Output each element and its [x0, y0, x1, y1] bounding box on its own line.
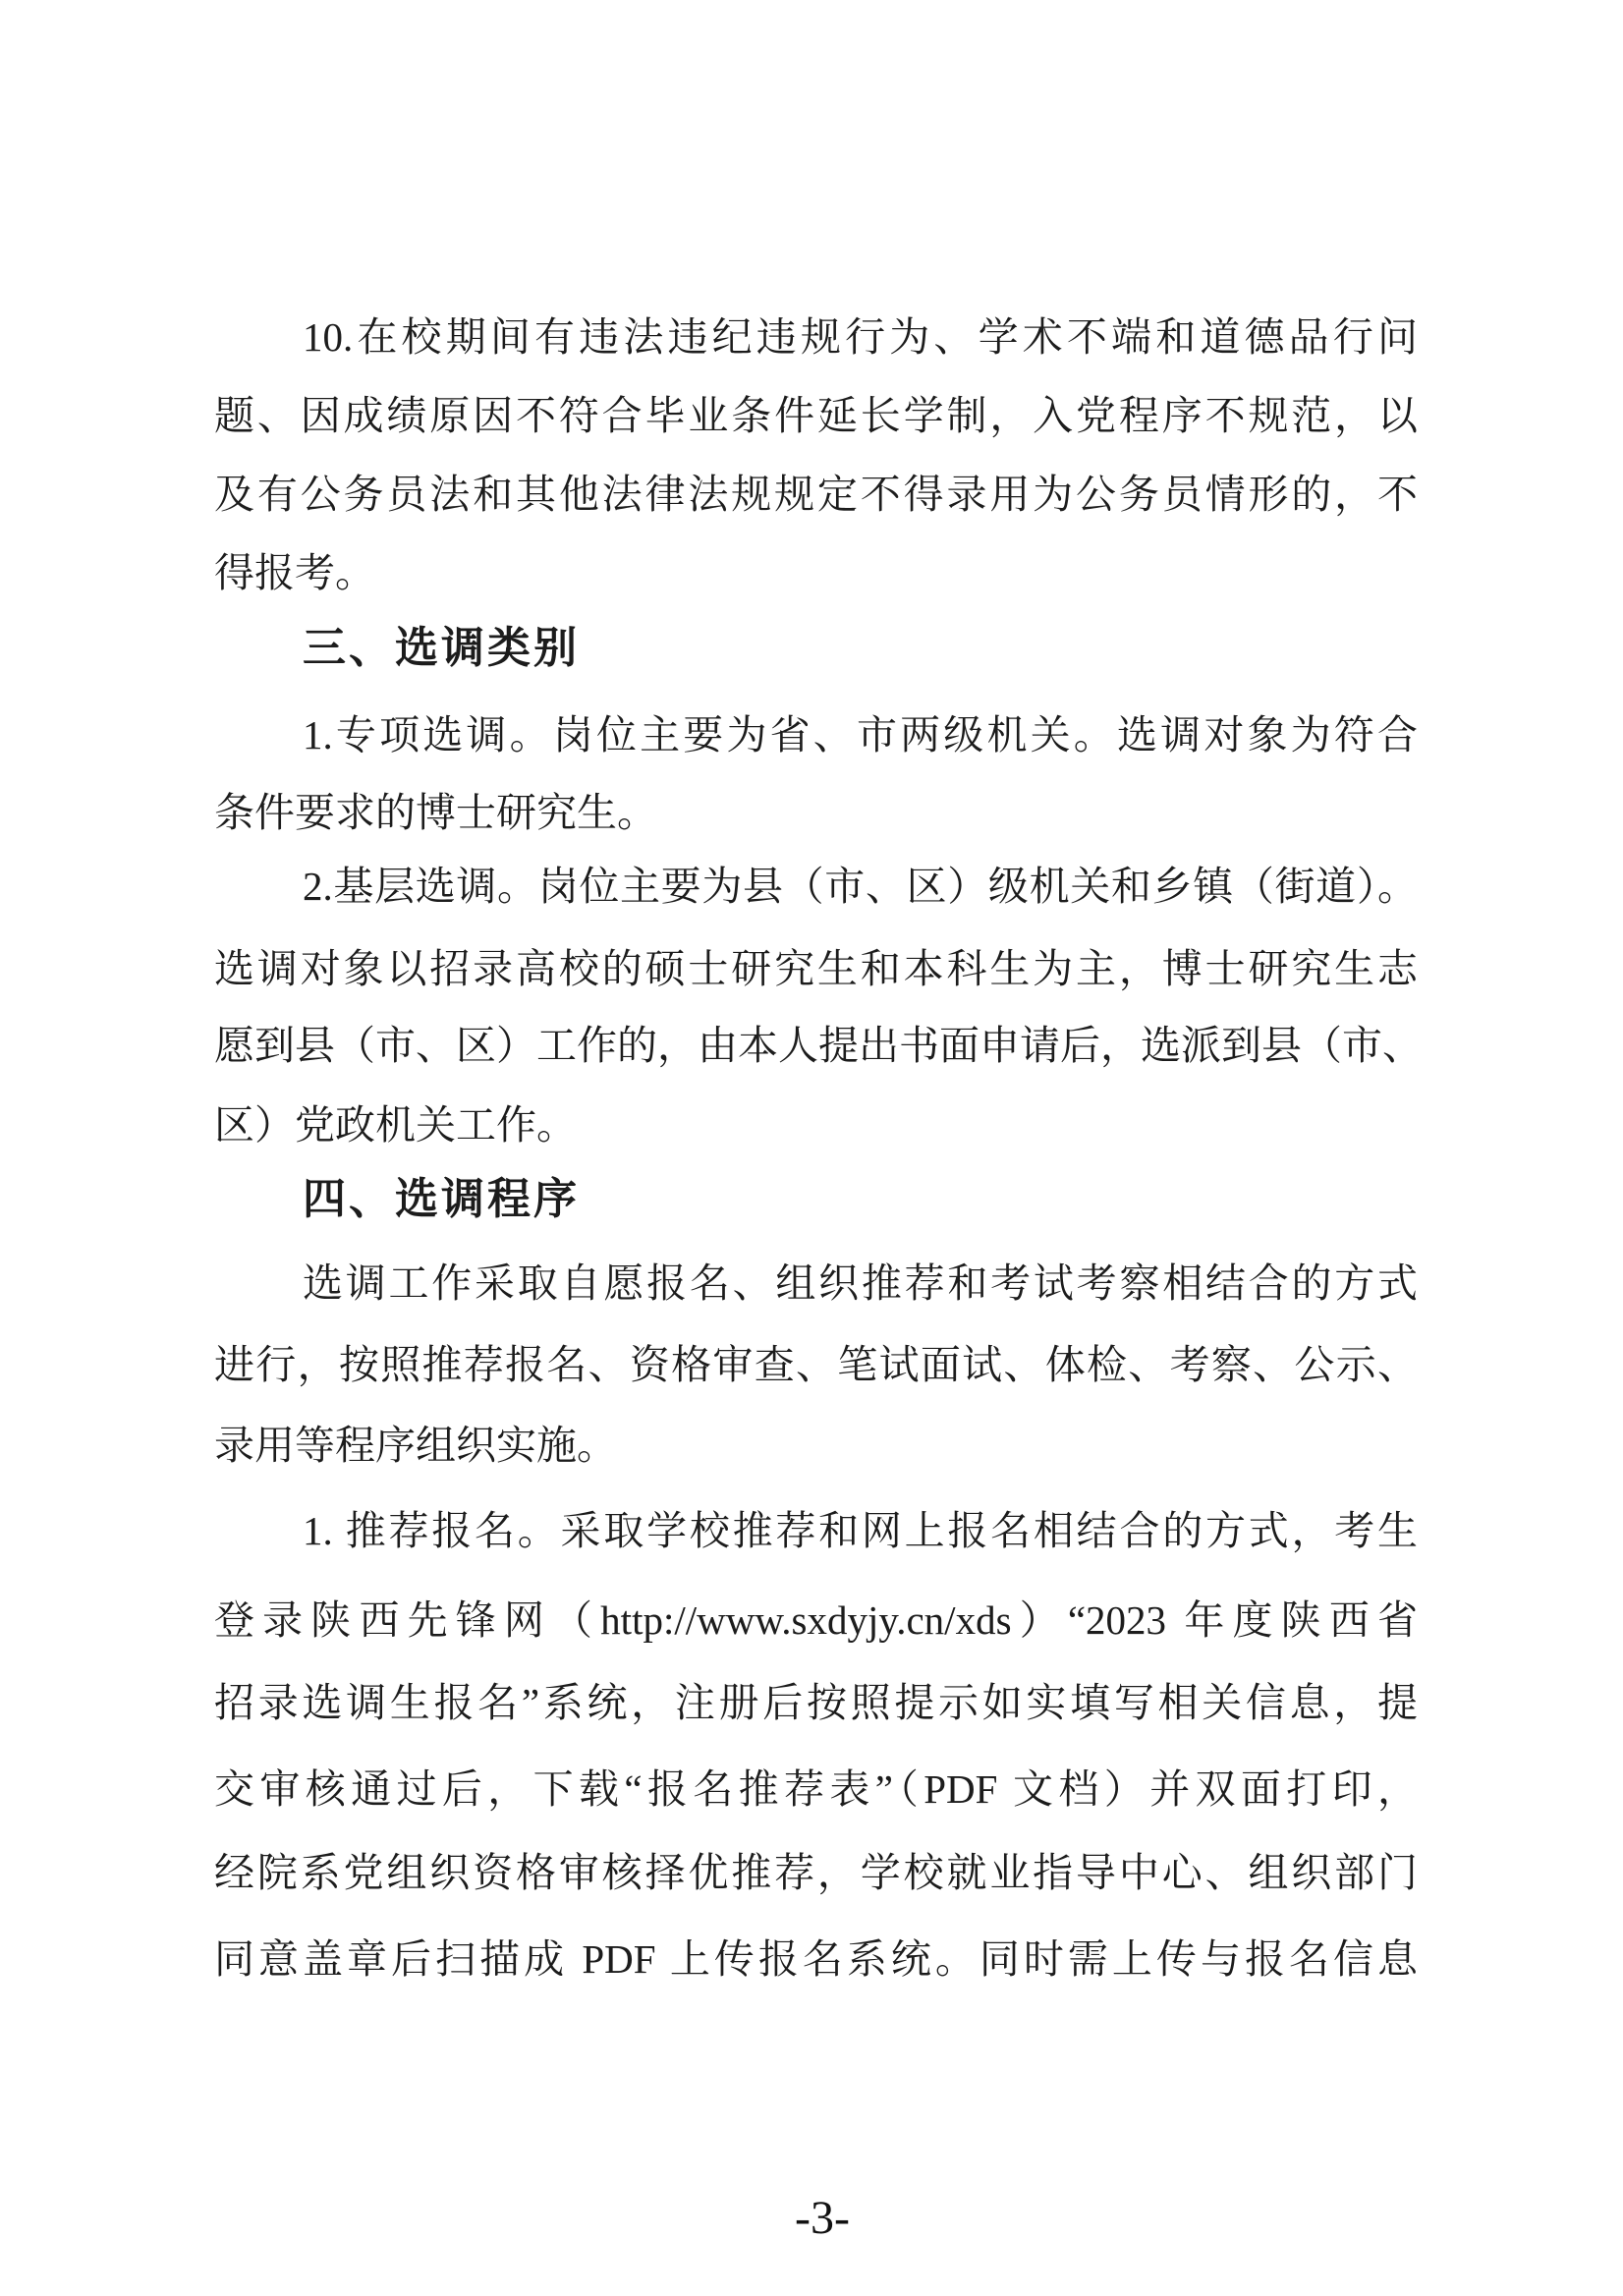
paragraph-line: 同意盖章后扫描成 PDF 上传报名系统。同时需上传与报名信息: [214, 1936, 1418, 1982]
paragraph-line: 得报考。: [214, 550, 375, 595]
paragraph-line: 录用等程序组织实施。: [214, 1423, 617, 1468]
paragraph-line: 进行，按照推荐报名、资格审查、笔试面试、体检、考察、公示、: [214, 1342, 1418, 1387]
page-number: -3-: [795, 2192, 850, 2244]
section-heading-3: 三、选调类别: [303, 624, 580, 672]
paragraph-line: 招录选调生报名”系统，注册后按照提示如实填写相关信息，提: [214, 1680, 1418, 1725]
paragraph-line: 选调工作采取自愿报名、组织推荐和考试考察相结合的方式: [303, 1260, 1418, 1306]
paragraph-line: 选调对象以招录高校的硕士研究生和本科生为主，博士研究生志: [214, 946, 1418, 991]
paragraph-line: 经院系党组织资格审核择优推荐，学校就业指导中心、组织部门: [214, 1850, 1418, 1895]
paragraph-line: 1. 推荐报名。采取学校推荐和网上报名相结合的方式，考生: [303, 1508, 1418, 1553]
paragraph-line: 区）党政机关工作。: [214, 1102, 577, 1148]
body-text: [214, 0, 1423, 2296]
paragraph-line: 条件要求的博士研究生。: [214, 790, 657, 835]
paragraph-line: 题、因成绩原因不符合毕业条件延长学制，入党程序不规范，以: [214, 393, 1418, 438]
paragraph-line: 2.基层选调。岗位主要为县（市、区）级机关和乡镇（街道）。: [303, 864, 1418, 909]
paragraph-line: 愿到县（市、区）工作的，由本人提出书面申请后，选派到县（市、: [214, 1023, 1423, 1068]
paragraph-line: 10.在校期间有违法违纪违规行为、学术不端和道德品行问: [303, 314, 1418, 360]
paragraph-line: 1.专项选调。岗位主要为省、市两级机关。选调对象为符合: [303, 712, 1418, 757]
section-heading-4: 四、选调程序: [303, 1175, 580, 1223]
paragraph-line: 及有公务员法和其他法律法规规定不得录用为公务员情形的，不: [214, 472, 1418, 517]
paragraph-line: 交审核通过后，下载“报名推荐表”（PDF 文档）并双面打印，: [214, 1766, 1418, 1812]
paragraph-line: 登录陕西先锋网（http://www.sxdyjy.cn/xds）“2023 年度陕西省: [214, 1597, 1418, 1643]
